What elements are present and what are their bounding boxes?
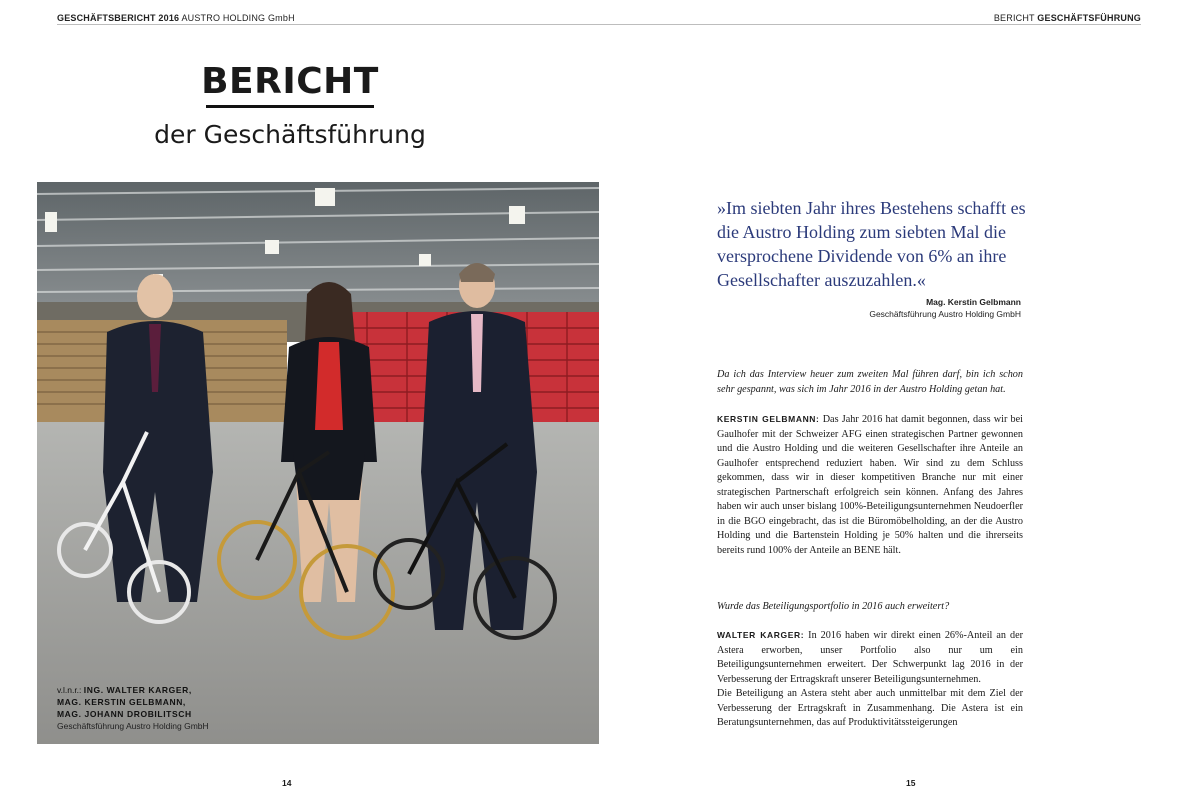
title-underline	[206, 105, 374, 108]
running-header-left	[57, 13, 295, 23]
header-report-label: GESCHÄFTSBERICHT 2016	[57, 13, 180, 23]
quote-author-role: Geschäftsführung Austro Holding GmbH	[869, 309, 1021, 319]
header-section-bold: GESCHÄFTSFÜHRUNG	[1037, 13, 1141, 23]
answer-1-text: Das Jahr 2016 hat damit begonnen, dass wir bei Gaulhofer mit der Schweizer AFG einen strategischen Partner gewonnen und die Austro Holding und die weiteren Gesellschafter ihre Anteile an Gaulhofer entsprechend reduziert haben. Wir sind zu dem Schluss gekommen, dass wir in dieser kompetitiven Branche nur mit einer strategischen Partnerschaft erfolgreich sein können. Anfang des Jahres haben wir auch unser bislang 100%-Beteiligungsunternehmen Neudoerfler in die BGO eingebracht, das ist die Büromöbelholding, an der die Austro Holding und die Bartenstein Holding je 50% halten und die ihrerseits bereits rund 100% der Anteile an BENE hält.	[717, 414, 1024, 556]
caption-name-1: ING. WALTER KARGER,	[83, 685, 192, 695]
caption-name-2: MAG. KERSTIN GELBMANN,	[57, 697, 186, 707]
interview-question-1: Da ich das Interview heuer zum zweiten Mal führen darf, bin ich schon sehr gespannt, was sich im Jahr 2016 in der Austro Holding getan hat.	[717, 369, 1023, 395]
pull-quote: »Im siebten Jahr ihres Bestehens schafft es die Austro Holding zum siebten Mal die versprochene Dividende von 6% an ihre Gesellschafter auszuzahlen.«	[717, 198, 1026, 290]
caption-name-3: MAG. JOHANN DROBILITSCH	[57, 709, 192, 719]
caption-company: Geschäftsführung Austro Holding GmbH	[57, 721, 209, 731]
speaker-karger: WALTER KARGER:	[717, 630, 805, 640]
caption-line-3	[57, 708, 209, 720]
caption-prefix: v.l.n.r.:	[57, 685, 82, 695]
header-rule	[57, 24, 1141, 25]
answer-2-text: In 2016 haben wir direkt einen 26%-Anteil an der Astera erworben, unser Portfolio also nur um ein Beteiligungsunternehmen erweitert. Der Schwerpunkt lag 2016 in der Verbesserung der Ertragskraft unserer Beteiligungsunternehmen.	[717, 630, 1024, 685]
interview-answer-1	[717, 412, 1023, 558]
management-photo	[37, 182, 599, 744]
page-number-left: 14	[282, 778, 292, 788]
title-sub: der Geschäftsführung	[154, 120, 426, 149]
header-company-label: AUSTRO HOLDING GmbH	[181, 13, 295, 23]
caption-line-2	[57, 696, 209, 708]
page-number-right: 15	[906, 778, 916, 788]
photo-caption	[57, 684, 209, 732]
header-section-label: BERICHT	[993, 13, 1035, 23]
title-main: BERICHT	[201, 61, 379, 102]
speaker-gelbmann: KERSTIN GELBMANN:	[717, 414, 820, 424]
interview-answer-2	[717, 628, 1023, 687]
interview-answer-2-continued: Die Beteiligung an Astera steht aber auch unmittelbar mit dem Ziel der Verbesserung der Ertragskraft in Zusammenhang. Die Astera ist ein Beratungsunternehmen, das auf Produktivitätssteigerungen	[717, 688, 1023, 728]
caption-line-1	[57, 684, 209, 696]
quote-author: Mag. Kerstin Gelbmann	[926, 297, 1021, 307]
interview-question-2: Wurde das Beteiligungsportfolio in 2016 auch erweitert?	[717, 601, 950, 612]
page-title	[150, 60, 430, 152]
quote-attribution	[869, 296, 1021, 320]
running-header-right	[994, 13, 1141, 23]
